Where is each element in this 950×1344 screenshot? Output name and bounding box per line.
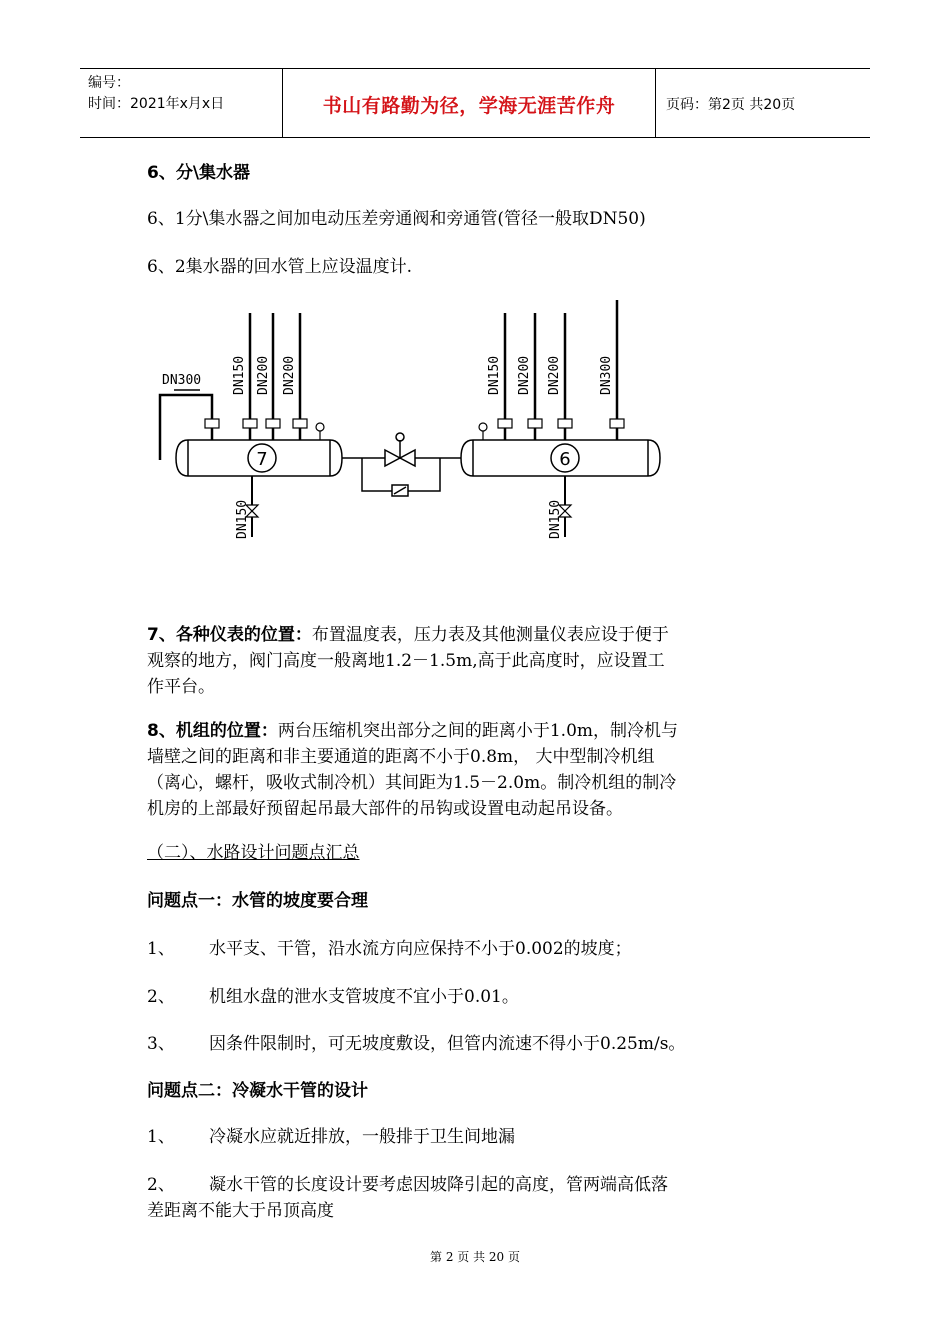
manifold-diagram: [140, 295, 680, 545]
section7-line1: 布置温度表，压力表及其他测量仪表应设于便于: [311, 625, 669, 645]
header-meta: [80, 69, 282, 137]
right-pipe-label-2: DN200: [517, 355, 532, 395]
section8-line4: 机房的上部最好预留起吊最大部件的吊钩或设置电动起吊设备。: [147, 799, 623, 819]
problem2-item-2-num: 2、: [147, 1175, 175, 1195]
number-label: 编号：: [88, 75, 130, 91]
section6-item1: 6、1分\集水器之间加电动压差旁通阀和旁通管(管径一般取DN50): [147, 209, 646, 229]
header-motto-cell: [282, 69, 656, 137]
right-pipe-label-1: DN150: [487, 355, 502, 395]
left-dn300-label: DN300: [162, 373, 202, 388]
right-dn300-label: DN300: [599, 355, 614, 395]
problem2-title: 问题点二：冷凝水干管的设计: [147, 1081, 368, 1101]
left-pipe-label-2: DN200: [256, 355, 271, 395]
right-pipe-label-3: DN200: [547, 355, 562, 395]
problem1-item-3-num: 3、: [147, 1034, 175, 1054]
section7-title: 7、各种仪表的位置：: [147, 625, 312, 645]
section8-line1: 两台压缩机突出部分之间的距离小于1.0m，制冷机与: [277, 721, 678, 741]
left-pipe-label-1: DN150: [232, 355, 247, 395]
section8-line3: （离心，螺杆，吸收式制冷机）其间距为1.5－2.0m。制冷机组的制冷: [147, 773, 677, 793]
section6-title: 6、分\集水器: [147, 163, 251, 183]
page-footer: 第 2 页 共 20 页: [430, 1250, 520, 1264]
problem2-item-1-text: 冷凝水应就近排放，一般排于卫生间地漏: [209, 1127, 515, 1147]
page-info: 页码：第2页 共20页: [666, 97, 796, 113]
problem2-item-1-num: 1、: [147, 1127, 175, 1147]
problem2-item-2: [147, 1172, 668, 1198]
problem2-item-2-cont: 差距离不能大于吊顶高度: [147, 1201, 334, 1221]
section7: [147, 622, 817, 700]
problem2-item-1: [147, 1124, 515, 1150]
section7-line3: 作平台。: [147, 677, 215, 697]
section7-line2: 观察的地方，阀门高度一般离地1.2－1.5m,高于此高度时，应设置工: [147, 651, 665, 671]
page-header: [80, 68, 870, 138]
section8: [147, 718, 817, 822]
problem1-item-1-text: 水平支、干管，沿水流方向应保持不小于0.002的坡度；: [209, 939, 632, 959]
problem1-item-3: [147, 1031, 685, 1057]
section8-title: 8、机组的位置：: [147, 721, 278, 741]
right-manifold-number: 6: [559, 449, 571, 470]
problem1-item-2: [147, 984, 519, 1010]
problem1-title: 问题点一：水管的坡度要合理: [147, 891, 368, 911]
problem1-item-3-text: 因条件限制时，可无坡度敷设，但管内流速不得小于0.25m/s。: [209, 1034, 686, 1054]
time-label: 时间：2021年x月x日: [88, 96, 225, 112]
problem1-item-2-text: 机组水盘的泄水支管坡度不宜小于0.01。: [209, 987, 519, 1007]
section6-item2: 6、2集水器的回水管上应设温度计.: [147, 257, 413, 277]
left-manifold-number: 7: [256, 449, 268, 470]
problem1-item-1: [147, 936, 632, 962]
left-pipe-label-3: DN200: [282, 355, 297, 395]
left-bottom-label: DN150: [235, 499, 250, 539]
water-section-title: （二）、水路设计问题点汇总: [147, 843, 360, 863]
header-page-cell: [656, 69, 870, 137]
section8-line2: 墙壁之间的距离和非主要通道的距离不小于0.8m， 大中型制冷机组: [147, 747, 655, 767]
problem1-item-2-num: 2、: [147, 987, 175, 1007]
problem1-item-1-num: 1、: [147, 939, 175, 959]
right-bottom-label: DN150: [548, 499, 563, 539]
problem2-item-2-text: 凝水干管的长度设计要考虑因坡降引起的高度，管两端高低落: [209, 1175, 668, 1195]
motto: 书山有路勤为径，学海无涯苦作舟: [322, 95, 616, 117]
